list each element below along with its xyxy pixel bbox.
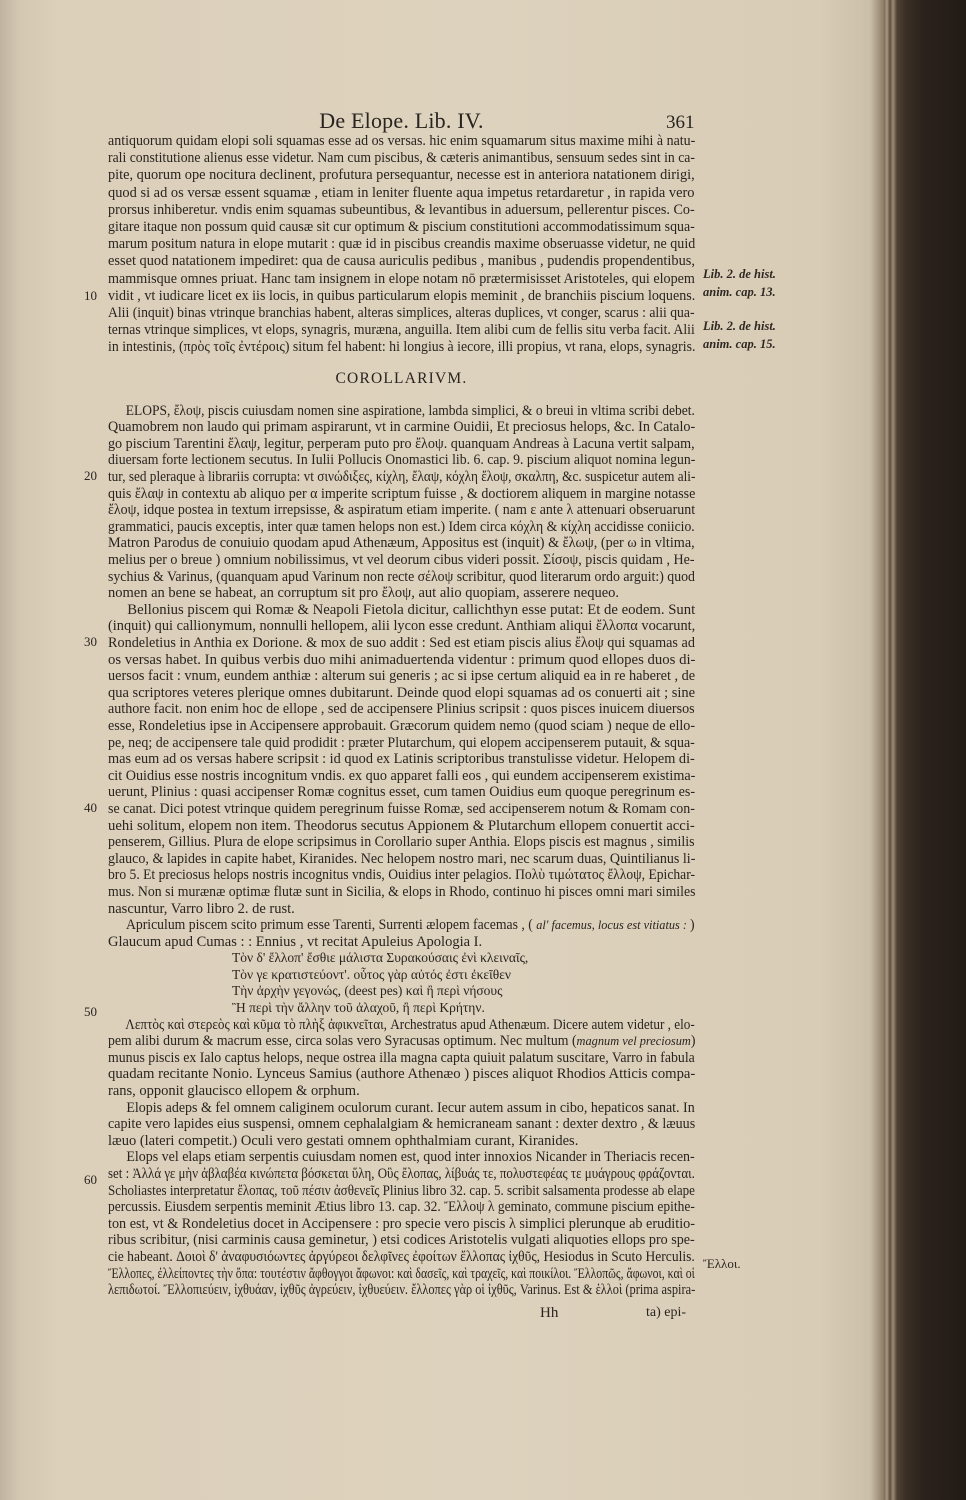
text-segment: ) xyxy=(690,917,695,934)
text-line: pite, quorum ope nocitura declinent, profutura persequantur, necesse est in anteriora natationem dirigi, xyxy=(108,167,695,184)
text-line: tur, sed pleraque à librariis corrupta: vt σινώδιξες, κίχλη, ἔλαψ, κόχλη ἔλοψ, σκαλπη, &c. suspicetur autem ali- xyxy=(108,469,696,486)
text-line: esse, Rondeletius ipse in Accipensere approbauit. Græcorum quidem nemo (quod sciam ) neque de ello- xyxy=(108,717,696,734)
text-line: bro 5. Et preciosus helops nostris incognitus vndis, Ouidius inter pelagios. Πολὺ τιμώτατος ἔλλοψ, Epichar- xyxy=(108,867,695,884)
text-segment: ) xyxy=(690,1033,696,1050)
text-line: quod si ad os versæ essent squamæ , etiam in leniter fluente aqua impetus retardaretur , in rapida vero xyxy=(108,184,695,201)
text-line: antiquorum quidam elopi soli squamas esse ad os versas. hic enim squamarum situs maxime mihi à natu- xyxy=(108,133,696,149)
text-line: os versas habet. In quibus verbis duo mihi animaduertenda videntur : primum quod ellopes duos di- xyxy=(108,651,696,668)
text-line: cie habeant. Δοιοὶ δ' ἀναφυσιόωντες ἀργύρεοι δελφῖνες ἐφοίτων ἔλλοπας ἰχθῦς, Hesiodus in Scuto Herculis. xyxy=(108,1248,695,1265)
text-line: in intestinis, (πρὸς τοῖς ἐντέροις) situm fel habent: hi longius à iecore, illi propius, vt rana, elops, synagris. xyxy=(108,339,696,356)
text-line: capite vero lapides eius suspensi, omnem cephalalgiam & hemicraneam sanant : dexter dextro , & læuus xyxy=(108,1116,696,1133)
signature-mark: Hh xyxy=(540,1305,559,1321)
top-text-block xyxy=(108,133,695,356)
text-line: Elops vel elaps etiam serpentis cuiusdam nomen est, quod inter innoxios Nicander in Theriacis recen- xyxy=(126,1149,695,1166)
text-line: læuo (lateri competit.) Oculi vero gestati omnem ophthalmiam curant, Kiranides. xyxy=(108,1132,579,1149)
text-line: Quamobrem non laudo qui primam aspirarunt, vt in carmine Ouidii, Et preciosus helops, &c. In Catalo- xyxy=(108,419,696,436)
text-line: gitare itaque non possum quid causæ sit cur optimum & piscium constitutioni accommodatissimum squa- xyxy=(108,218,695,235)
text-line: Τὸν δ' ἔλλοπ' ἔσθιε μάλιστα Συρακούσαις ἐνὶ κλειναῖς, xyxy=(232,950,529,966)
running-head: De Elope. Lib. IV. xyxy=(319,108,484,133)
margin-note: anim. cap. 13. xyxy=(703,285,776,299)
margin-note: Ἔλλοι. xyxy=(703,1256,741,1271)
text-line: mus. Non si murænæ optimæ flutæ sunt in Sicilia, & elops in Rhodo, continuo hi pisces omni mari similes xyxy=(108,883,696,900)
text-line: Rondeletius in Anthia ex Dorione. & mox de suo addit : Sed est etiam piscis alius ἔλοψ qui squamas ad xyxy=(108,635,695,651)
text-line: munus piscis ex Ialo captus helops, neque ostrea illa magna capta quiuit palatum suscitare, Varro in fabula xyxy=(108,1049,695,1066)
text-line: Τὸν γε κρατιστεύοντ'. οὗτος γὰρ αὐτός ἐστι ἐκεῖθεν xyxy=(232,966,511,982)
text-line: set : Ἀλλά γε μὴν ἀβλαβέα κινώπετα βόσκεται ὕλη, Οὓς ἔλοπας, λίβυάς τε, πολυστεφέας τε μυάγρους φράζονται. xyxy=(108,1166,695,1182)
text-line: grammatici, paucis exceptis, inter quæ tamen helops non est.) Idem circa κόχλη & κίχλη accidisse coniicio. xyxy=(108,518,695,535)
text-line: quis ἔλαψ in contextu ab aliquo per α imperite scriptum fuisse , & doctiorem aliquem in margine notasse xyxy=(108,485,696,502)
text-line: go piscium Tarentini ἔλαψ, legitur, perperam puto pro ἔλοψ. quanquam Andreas à Lacuna vertit salpam, xyxy=(108,435,695,452)
text-segment: pem alibi durum & macrum esse, circa solas vero Syracusas optimum. Nec multum ( xyxy=(108,1033,577,1050)
italic-text: al' facemus, locus est vitiatus : xyxy=(536,917,691,933)
text-line: glauco, & lapides in capite habet, Kiranides. Nec helopem nostro mari, nec scarum duas, Quintilianus li- xyxy=(108,850,696,867)
text-line: nomen an bene se habeat, an corruptum sit pro ἔλοψ, aut alio quopiam, asserere nequeo. xyxy=(108,585,620,602)
text-line: prorsus inhiberetur. vndis enim squamas subeuntibus, & levantibus in aduersum, pellerentur pisces. Co- xyxy=(108,201,695,218)
margin-note: Lib. 2. de hist. xyxy=(703,267,776,281)
section-heading: COROLLARIVM. xyxy=(335,370,468,387)
text-line: Glaucum apud Cumas : : Ennius , vt recitat Apuleius Apologia I. xyxy=(108,933,483,950)
text-line: Bellonius piscem qui Romæ & Neapoli Fietola dicitur, callichthyn esse putat: Et de eodem. Sunt xyxy=(127,601,696,618)
text-line: mas eum ad os versas habere scripsit : id quod ex Latinis scriptoribus transtulisse videtur. Helopem di- xyxy=(108,751,695,768)
line-number: 40 xyxy=(84,800,97,815)
margin-note: anim. cap. 15. xyxy=(703,337,776,351)
text-line: qua scriptores veteres plerique omnes dubitarunt. Deinde quod elopi squamas ad os conuerti ait ; sine xyxy=(108,684,696,701)
text-line: Ἔλλοπες, ἐλλείποντες τὴν ὄπα: τουτέστιν ἄφθογγοι ἄφωνοι: καὶ δασεῖς, καὶ τραχεῖς, καὶ ποικίλοι. Ἔλλοπῶς, ἄφωνοι, καὶ οἱ xyxy=(108,1265,695,1282)
text-line: se canat. Dici potest vtrinque quidem peregrinum fuisse Romæ, sed accipenserem notum & Romam con- xyxy=(108,800,695,817)
line-number: 60 xyxy=(84,1172,97,1187)
line-number: 10 xyxy=(84,288,97,303)
text-line: cit Ouidius esse nostris incognitum vndis. ex quo apparet falli eos , qui eundem accipenserem existima- xyxy=(108,767,696,784)
text-line: Ἢ περὶ τὴν ἄλλην τοῦ ἀλαχοῦ, ἢ περὶ Κρήτην. xyxy=(232,1000,485,1016)
text-segment: Apriculum piscem scito primum esse Tarenti, Surrenti ælopem facemas , ( xyxy=(125,917,537,934)
text-line: penserem, Gillius. Plura de elope scripsimus in Corollario super Anthia. Elops piscis est magnus , similis xyxy=(108,834,695,851)
text-line: ELOPS, ἔλοψ, piscis cuiusdam nomen sine aspiratione, lambda simplici, & ο breui in vltima scribi debet. xyxy=(125,402,695,419)
line-number: 50 xyxy=(84,1004,97,1019)
text-line: esset quod natationem impediret: qua de causa auriculis pedibus , manibus , pudendis propendentibus, xyxy=(108,253,695,270)
page-edge xyxy=(884,0,966,1500)
text-line: pe, neq; de accipensere tale quid prodidit : præter Plutarchum, qui elopem accipenserem putauit, & squa- xyxy=(108,734,695,751)
text-line: nascuntur, Varro libro 2. de rust. xyxy=(108,900,295,917)
text-line: ribus scribitur, (nisi carminis causa geminetur, ) etsi codices Aristotelis vulgati aliquoties ellops pro spe- xyxy=(108,1232,695,1249)
text-line: uehi solitum, elopem non item. Theodorus secutus Appionem & Plutarchum ellopem conuertit acci- xyxy=(108,817,695,834)
text-line: percussis. Eiusdem serpentis meminit Ætius libro 13. cap. 32. Ἔλλοψ λ geminato, commune piscium epithe- xyxy=(108,1199,695,1216)
text-line xyxy=(108,1033,696,1050)
text-line: rali constitutione alienus esse videtur. Nam cum piscibus, & cæteris animantibus, sensuum sedes sint in ca- xyxy=(108,150,695,167)
text-line: Alii (inquit) binas vtrinque branchias habent, alteras simplices, alteras duplices, vt conger, scarus : alii qua- xyxy=(108,304,695,321)
text-line: vidit , vt iudicare licet ex iis locis, in quibus particularum elopis meminit , de branchiis piscium loquens. xyxy=(108,287,696,304)
text-line: diuersam forte lectionem secutus. In Iulii Pollucis Onomastici lib. 6. cap. 9. piscium aliquot nomina legun- xyxy=(108,452,696,469)
text-line: uerunt, Plinius : quasi accipenser Romæ cognitus esset, cum tamen Ouidius eum quoque peregrinum es- xyxy=(108,784,696,801)
text-line: Λεπτὸς καὶ στερεὸς καὶ κῦμα τὸ πλὴξ ἀφικνεῖται, Archestratus apud Athenæum. Dicere autem videtur , elo- xyxy=(125,1016,695,1033)
page-number: 361 xyxy=(666,112,695,133)
catchword: ta) epi- xyxy=(646,1305,687,1320)
corollarium-text-block xyxy=(108,403,695,1299)
italic-text: magnum vel preciosum xyxy=(576,1033,691,1049)
text-line: Τὴν ἀρχὴν γεγονώς, (deest pes) καὶ ἢ περὶ νήσους xyxy=(232,983,503,999)
text-line: Matron Parodus de conuiuio quodam apud Athenæum, Appositus est (inquit) & ἔλωψ, (per ω in vltima, xyxy=(108,535,695,552)
text-line: ternas vtrinque simplices, vt elops, synagris, muræna, anguilla. Item alibi cum de fellis situ verba facit. Alii xyxy=(108,322,695,339)
text-line xyxy=(108,917,695,934)
text-line: mammisque omnes priuat. Hanc tam insignem in elope notam nō prætermisisset Aristoteles, qui elopem xyxy=(108,270,695,287)
text-line: sychius & Varinus, (quanquam apud Varinum non recte σέλοψ scribitur, quod literarum ordo arguit:) quod xyxy=(108,568,695,585)
text-line: (inquit) qui callionymum, nonnulli hellopem, alii lycon esse credunt. Anthiam aliqui ἔλλοπα vocarunt, xyxy=(108,618,696,635)
text-line: melius per ο breue ) omnium nobilissimus, vt vel deorum cibus videri possit. Σίσοψ, piscis quidam , He- xyxy=(108,552,695,569)
line-number: 30 xyxy=(84,634,97,649)
text-line: marum positum natura in elope mutarit : quæ id in piscibus creandis maxime obseruasse videtur, ne quid xyxy=(108,236,696,253)
line-number: 20 xyxy=(84,468,97,483)
text-line: Elopis adeps & fel omnem caliginem oculorum curant. Iecur autem assum in cibo, hepaticos sanat. In xyxy=(126,1099,695,1116)
text-line: Scholiastes interpretatur ἔλοπας, τοῦ πέσιν ἀσθενεῖς Plinius libro 32. cap. 5. scribit salsamenta prodesse ab elape xyxy=(108,1182,695,1199)
text-line: quadam recitante Nonio. Lynceus Samius (authore Athenæo ) pisces aliquot Rhodios Atticis compa- xyxy=(108,1066,696,1083)
text-line: rans, opponit glaucisco ellopem & orphum. xyxy=(108,1083,360,1100)
text-line: ton est, vt & Rondeletius docet in Accipensere : pro specie vero piscis λ simplici plerunque ab eruditio- xyxy=(108,1215,695,1232)
text-line: authore facit. non enim hoc de ellope , sed de accipensere Plinius scripsit : quos pisces inuicem diuersos xyxy=(108,701,695,718)
margin-note: Lib. 2. de hist. xyxy=(703,319,776,333)
text-line: uersos facit : vnum, eundem anthiæ : alterum sui generis ; ac si ipse certum aliquid ea in re haberet , de xyxy=(108,668,696,685)
text-line: λεπιδωτοί. Ἔλλοπιεύειν, ἰχθυάαν, ἰχθῦς ἀγρεύειν, ἰχθυεύειν. ἔλλοπες γὰρ οἱ ἰχθῦς, Varinus. Est & ἑλλοὶ (prima aspira- xyxy=(108,1282,696,1299)
text-line: ἔλοψ, idque postea in textum irrepsisse, & aspiratum etiam imperite. ( nam ε ante λ attenuari obseruarunt xyxy=(108,502,696,519)
